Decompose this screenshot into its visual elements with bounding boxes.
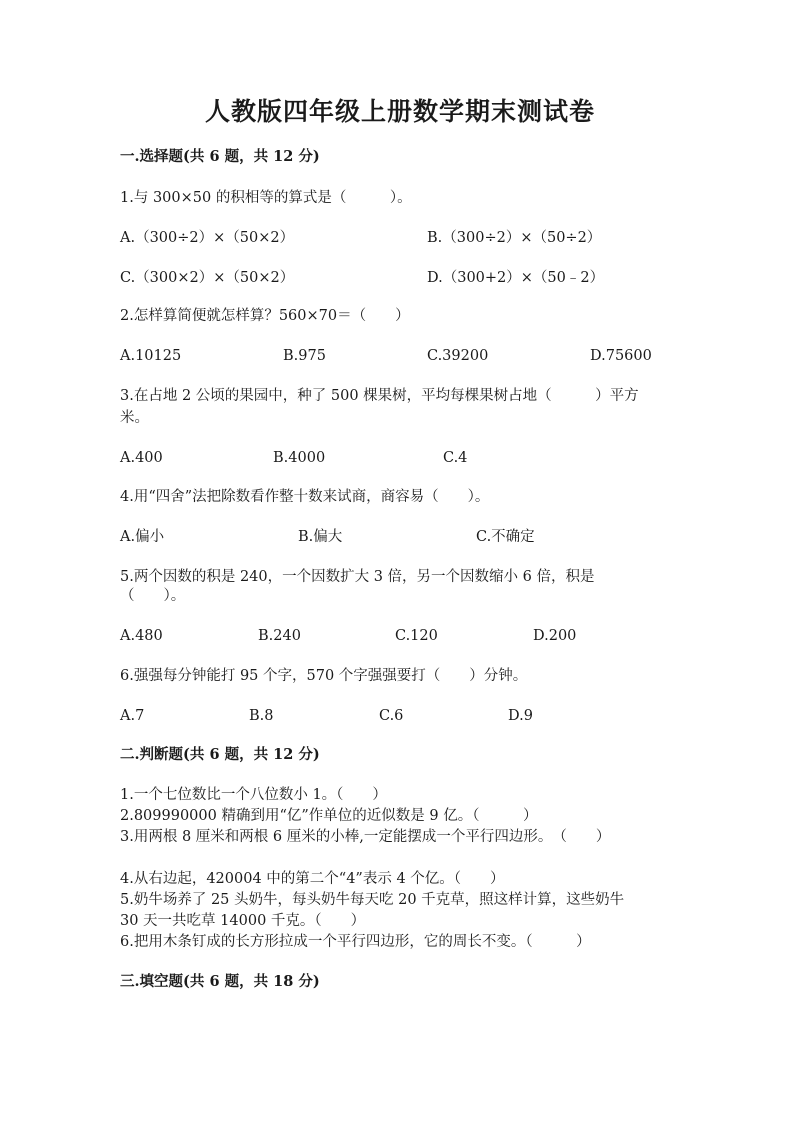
option-a: A.10125 — [120, 348, 182, 364]
option-b: B.4000 — [273, 450, 326, 466]
question-stem: 2.怎样算简便就怎样算？560×70＝（ ） — [120, 308, 410, 324]
option-c: C.4 — [443, 450, 468, 466]
option-b: B.（300÷2）×（50÷2） — [427, 230, 602, 246]
option-c: C.不确定 — [476, 529, 535, 545]
option-d: D.200 — [533, 628, 577, 644]
option-a: A.7 — [120, 708, 145, 724]
option-d: D.9 — [508, 708, 533, 724]
question-stem-continued: 米。 — [120, 410, 149, 426]
judgment-item: 1.一个七位数比一个八位数小 1。（ ） — [120, 787, 387, 803]
section-heading-fill-blank: 三.填空题(共 6 题，共 18 分) — [120, 973, 320, 990]
option-b: B.975 — [283, 348, 326, 364]
option-a: A.（300÷2）×（50×2） — [120, 230, 295, 246]
option-d: D.75600 — [590, 348, 652, 364]
option-c: C.120 — [395, 628, 438, 644]
option-c: C.（300×2）×（50×2） — [120, 270, 295, 286]
question-stem: 4.用“四舍”法把除数看作整十数来试商，商容易（ ）。 — [120, 489, 490, 505]
judgment-item: 3.用两根 8 厘米和两根 6 厘米的小棒,一定能摆成一个平行四边形。 （ ） — [120, 829, 611, 845]
page-title: 人教版四年级上册数学期末测试卷 — [204, 97, 595, 126]
judgment-item: 5.奶牛场养了 25 头奶牛，每头奶牛每天吃 20 千克草，照这样计算，这些奶牛 — [120, 892, 625, 908]
question-stem-continued: （ ）。 — [120, 588, 186, 604]
question-stem: 3.在占地 2 公顷的果园中，种了 500 棵果树，平均每棵果树占地（ ）平方 — [120, 388, 639, 404]
option-b: B.240 — [258, 628, 301, 644]
question-stem: 1.与 300×50 的积相等的算式是（ ）。 — [120, 190, 412, 206]
option-d: D.（300+2）×（50﹣2） — [427, 270, 605, 286]
judgment-item: 6.把用木条钉成的长方形拉成一个平行四边形，它的周长不变。（ ） — [120, 934, 591, 950]
judgment-item: 4.从右边起，420004 中的第二个“4”表示 4 个亿。（ ） — [120, 871, 505, 887]
option-c: C.39200 — [427, 348, 489, 364]
option-b: B.偏大 — [298, 529, 343, 545]
option-c: C.6 — [379, 708, 404, 724]
judgment-item: 2.809990000 精确到用“亿”作单位的近似数是 9 亿。（ ） — [120, 808, 538, 824]
option-a: A.偏小 — [120, 529, 165, 545]
section-heading-choice: 一.选择题(共 6 题，共 12 分) — [120, 148, 320, 165]
option-a: A.400 — [120, 450, 163, 466]
option-b: B.8 — [249, 708, 274, 724]
section-heading-true-false: 二.判断题(共 6 题，共 12 分) — [120, 746, 320, 763]
question-stem: 5.两个因数的积是 240，一个因数扩大 3 倍，另一个因数缩小 6 倍，积是 — [120, 569, 595, 585]
option-a: A.480 — [120, 628, 163, 644]
judgment-item-continued: 30 天一共吃草 14000 千克。（ ） — [120, 913, 366, 929]
question-stem: 6.强强每分钟能打 95 个字，570 个字强强要打（ ）分钟。 — [120, 668, 528, 684]
